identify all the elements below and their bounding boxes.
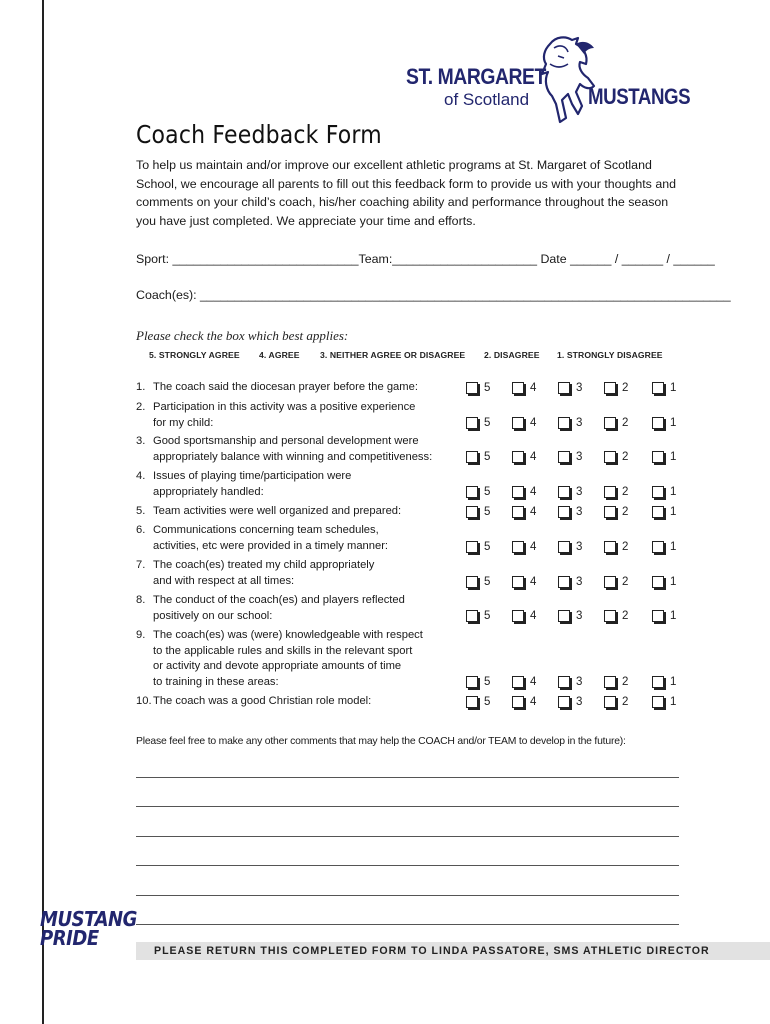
rating-option-label: 5 — [484, 506, 491, 518]
checkbox-4[interactable] — [512, 417, 524, 429]
rating-options-q3 — [466, 451, 686, 467]
question-2 — [136, 400, 466, 431]
checkbox-5[interactable] — [466, 506, 478, 518]
pride-line-2: PRIDE — [40, 926, 99, 950]
rating-option[interactable] — [512, 451, 536, 463]
rating-option-label: 1 — [670, 576, 677, 588]
logo-line-3: MUSTANGS — [588, 84, 691, 109]
rating-option[interactable] — [604, 696, 628, 708]
rating-option[interactable] — [512, 382, 536, 394]
rating-options-q6 — [466, 541, 686, 557]
question-6 — [136, 523, 466, 554]
checkbox-1[interactable] — [652, 451, 664, 463]
school-logo — [404, 34, 691, 124]
checkbox-3[interactable] — [558, 610, 570, 622]
question-text: The coach(es) was (were) knowledgeable with respect — [153, 629, 423, 641]
rating-option-label: 3 — [576, 382, 583, 394]
rating-options-q9 — [466, 676, 686, 692]
comments-label: Please feel free to make any other comments that may help the COACH and/or TEAM to develop in the future): — [136, 736, 626, 747]
checkbox-1[interactable] — [652, 382, 664, 394]
checkbox-2[interactable] — [604, 541, 616, 553]
question-text-cont: appropriately handled: — [153, 485, 264, 498]
rating-option[interactable] — [604, 506, 628, 518]
rating-option-label: 2 — [622, 576, 629, 588]
checkbox-5[interactable] — [466, 382, 478, 394]
checkbox-4[interactable] — [512, 610, 524, 622]
checkbox-3[interactable] — [558, 676, 570, 688]
rating-option-label: 3 — [576, 506, 583, 518]
rating-option[interactable] — [604, 417, 628, 429]
rating-option[interactable] — [604, 610, 628, 622]
rating-option-label: 4 — [530, 486, 537, 498]
rating-option-label: 5 — [484, 541, 491, 553]
question-number: 2. — [136, 401, 146, 413]
rating-option[interactable] — [604, 451, 628, 463]
question-text-cont: to training in these areas: — [153, 675, 279, 688]
instruction-text: Please check the box which best applies: — [136, 328, 349, 343]
question-text-cont: to the applicable rules and skills in the relevant sport — [153, 644, 413, 657]
rating-options-q1 — [466, 382, 686, 398]
question-number: 6. — [136, 524, 146, 536]
rating-option[interactable] — [466, 696, 490, 708]
question-number: 8. — [136, 594, 146, 606]
comment-line[interactable] — [136, 836, 679, 837]
rating-options-q4 — [466, 486, 686, 502]
left-margin-rule — [42, 0, 44, 1024]
checkbox-2[interactable] — [604, 417, 616, 429]
rating-option-label: 4 — [530, 696, 537, 708]
rating-option[interactable] — [652, 486, 676, 498]
checkbox-3[interactable] — [558, 486, 570, 498]
logo-line-1: ST. MARGARET — [406, 64, 546, 89]
rating-option-label: 1 — [670, 541, 677, 553]
checkbox-5[interactable] — [466, 610, 478, 622]
checkbox-5[interactable] — [466, 451, 478, 463]
checkbox-1[interactable] — [652, 576, 664, 588]
rating-option-label: 3 — [576, 541, 583, 553]
rating-option-label: 3 — [576, 486, 583, 498]
question-10 — [136, 694, 466, 710]
question-text: Issues of playing time/participation were — [153, 470, 352, 482]
question-text: Communications concerning team schedules, — [153, 524, 379, 536]
rating-option[interactable] — [652, 576, 676, 588]
rating-options-q7 — [466, 576, 686, 592]
intro-paragraph: To help us maintain and/or improve our excellent athletic programs at St. Margaret of Scotland School, we encourage all parents to fill out this feedback form to provide us with your thoughts and comments on your child’s coach, his/her coaching ability and performance throughout the season you have just completed. We appreciate your time and efforts. — [136, 158, 676, 228]
rating-option[interactable] — [652, 676, 676, 688]
question-1 — [136, 380, 466, 396]
checkbox-2[interactable] — [604, 382, 616, 394]
checkbox-1[interactable] — [652, 696, 664, 708]
rating-option[interactable] — [466, 576, 490, 588]
checkbox-4[interactable] — [512, 676, 524, 688]
rating-option-label: 4 — [530, 451, 537, 463]
checkbox-4[interactable] — [512, 382, 524, 394]
rating-option[interactable] — [466, 417, 490, 429]
rating-option-label: 2 — [622, 541, 629, 553]
checkbox-5[interactable] — [466, 696, 478, 708]
checkbox-3[interactable] — [558, 417, 570, 429]
checkbox-2[interactable] — [604, 506, 616, 518]
comment-line[interactable] — [136, 924, 679, 925]
checkbox-3[interactable] — [558, 451, 570, 463]
rating-option-label: 1 — [670, 506, 677, 518]
rating-option-label: 2 — [622, 382, 629, 394]
rating-option-label: 4 — [530, 610, 537, 622]
checkbox-4[interactable] — [512, 576, 524, 588]
scale-strongly-agree: 5. STRONGLY AGREE — [149, 350, 240, 360]
checkbox-4[interactable] — [512, 451, 524, 463]
rating-option[interactable] — [512, 486, 536, 498]
question-text: The conduct of the coach(es) and players reflected — [153, 594, 405, 606]
checkbox-2[interactable] — [604, 676, 616, 688]
rating-option[interactable] — [512, 506, 536, 518]
comment-line[interactable] — [136, 895, 679, 896]
question-text-cont: or activity and devote appropriate amounts of time — [153, 660, 402, 672]
rating-option[interactable] — [512, 696, 536, 708]
question-text-cont: positively on our school: — [153, 609, 273, 622]
rating-option-label: 5 — [484, 382, 491, 394]
checkbox-1[interactable] — [652, 486, 664, 498]
checkbox-4[interactable] — [512, 486, 524, 498]
checkbox-4[interactable] — [512, 696, 524, 708]
checkbox-3[interactable] — [558, 696, 570, 708]
rating-option[interactable] — [652, 506, 676, 518]
rating-option[interactable] — [558, 486, 582, 498]
rating-option-label: 3 — [576, 417, 583, 429]
scale-neither: 3. NEITHER AGREE OR DISAGREE — [320, 350, 466, 360]
rating-option-label: 5 — [484, 676, 491, 688]
rating-option-label: 1 — [670, 417, 677, 429]
rating-option-label: 3 — [576, 610, 583, 622]
question-text: The coach said the diocesan prayer before the game: — [153, 381, 418, 393]
sport-team-date-field[interactable]: Sport: ___________________________Team:_____________________ Date ______ / ______ / ______ — [136, 252, 715, 266]
comment-line[interactable] — [136, 806, 679, 807]
checkbox-1[interactable] — [652, 610, 664, 622]
rating-option[interactable] — [466, 506, 490, 518]
rating-option[interactable] — [466, 451, 490, 463]
question-text-cont: and with respect at all times: — [153, 574, 295, 587]
rating-option[interactable] — [466, 610, 490, 622]
rating-option[interactable] — [558, 382, 582, 394]
rating-option[interactable] — [466, 486, 490, 498]
rating-option[interactable] — [604, 541, 628, 553]
rating-option[interactable] — [512, 576, 536, 588]
question-7 — [136, 558, 466, 589]
rating-option-label: 3 — [576, 451, 583, 463]
checkbox-2[interactable] — [604, 696, 616, 708]
checkbox-1[interactable] — [652, 506, 664, 518]
rating-option-label: 3 — [576, 576, 583, 588]
rating-option-label: 5 — [484, 486, 491, 498]
rating-option[interactable] — [558, 676, 582, 688]
question-number: 3. — [136, 435, 146, 447]
rating-option[interactable] — [466, 382, 490, 394]
question-3 — [136, 434, 466, 465]
rating-option[interactable] — [558, 541, 582, 553]
checkbox-3[interactable] — [558, 506, 570, 518]
question-text: The coach(es) treated my child appropriately — [153, 559, 375, 571]
rating-option[interactable] — [558, 610, 582, 622]
rating-option-label: 2 — [622, 486, 629, 498]
rating-option[interactable] — [604, 382, 628, 394]
question-number: 5. — [136, 505, 146, 517]
question-text: Good sportsmanship and personal development were — [153, 435, 419, 447]
rating-option[interactable] — [652, 451, 676, 463]
rating-option[interactable] — [652, 541, 676, 553]
checkbox-5[interactable] — [466, 417, 478, 429]
rating-options-q10 — [466, 696, 686, 712]
checkbox-1[interactable] — [652, 541, 664, 553]
rating-option-label: 5 — [484, 576, 491, 588]
checkbox-2[interactable] — [604, 610, 616, 622]
checkbox-2[interactable] — [604, 451, 616, 463]
comment-line[interactable] — [136, 777, 679, 778]
rating-option-label: 5 — [484, 417, 491, 429]
question-number: 10. — [136, 695, 152, 707]
rating-option-label: 4 — [530, 382, 537, 394]
rating-options-q5 — [466, 506, 686, 522]
rating-option-label: 1 — [670, 676, 677, 688]
rating-option[interactable] — [466, 676, 490, 688]
question-text: The coach was a good Christian role model: — [153, 695, 372, 707]
footer-text: PLEASE RETURN THIS COMPLETED FORM TO LINDA PASSATORE, SMS ATHLETIC DIRECTOR — [154, 945, 710, 957]
rating-option[interactable] — [652, 417, 676, 429]
rating-option-label: 5 — [484, 610, 491, 622]
question-number: 4. — [136, 470, 146, 482]
rating-option-label: 4 — [530, 676, 537, 688]
comment-line[interactable] — [136, 865, 679, 866]
rating-option-label: 4 — [530, 417, 537, 429]
checkbox-5[interactable] — [466, 576, 478, 588]
rating-option-label: 1 — [670, 486, 677, 498]
scale-strongly-disagree: 1. STRONGLY DISAGREE — [557, 350, 663, 360]
question-5 — [136, 504, 466, 520]
rating-option-label: 2 — [622, 506, 629, 518]
rating-option[interactable] — [466, 541, 490, 553]
rating-option-label: 2 — [622, 417, 629, 429]
checkbox-3[interactable] — [558, 382, 570, 394]
checkbox-1[interactable] — [652, 417, 664, 429]
pride-line-1: MUSTANG — [40, 907, 138, 931]
checkbox-2[interactable] — [604, 486, 616, 498]
rating-option-label: 1 — [670, 382, 677, 394]
logo-line-2: of Scotland — [444, 90, 530, 109]
scale-agree: 4. AGREE — [259, 350, 300, 360]
question-number: 9. — [136, 629, 146, 641]
checkbox-5[interactable] — [466, 676, 478, 688]
rating-option-label: 5 — [484, 451, 491, 463]
rating-option-label: 2 — [622, 676, 629, 688]
rating-option-label: 4 — [530, 576, 537, 588]
checkbox-4[interactable] — [512, 506, 524, 518]
rating-option[interactable] — [558, 417, 582, 429]
question-text-cont: for my child: — [153, 416, 214, 429]
footer-banner — [136, 942, 770, 960]
question-8 — [136, 593, 466, 624]
rating-option[interactable] — [512, 417, 536, 429]
checkbox-1[interactable] — [652, 676, 664, 688]
question-4 — [136, 469, 466, 500]
rating-option[interactable] — [558, 576, 582, 588]
checkbox-2[interactable] — [604, 576, 616, 588]
rating-option[interactable] — [652, 610, 676, 622]
checkbox-5[interactable] — [466, 541, 478, 553]
rating-option-label: 1 — [670, 696, 677, 708]
question-text: Team activities were well organized and prepared: — [153, 505, 402, 517]
rating-option-label: 1 — [670, 451, 677, 463]
rating-option[interactable] — [652, 382, 676, 394]
question-text: Participation in this activity was a positive experience — [153, 401, 416, 413]
rating-option[interactable] — [604, 576, 628, 588]
rating-option[interactable] — [512, 676, 536, 688]
rating-option-label: 2 — [622, 451, 629, 463]
question-text-cont: activities, etc were provided in a timely manner: — [153, 539, 389, 552]
rating-option-label: 3 — [576, 696, 583, 708]
checkbox-4[interactable] — [512, 541, 524, 553]
question-text-cont: appropriately balance with winning and competitiveness: — [153, 450, 433, 463]
rating-option[interactable] — [558, 506, 582, 518]
scale-disagree: 2. DISAGREE — [484, 350, 540, 360]
rating-option[interactable] — [604, 486, 628, 498]
rating-options-q8 — [466, 610, 686, 626]
checkbox-3[interactable] — [558, 541, 570, 553]
rating-option-label: 5 — [484, 696, 491, 708]
mustang-pride-logo — [40, 907, 138, 950]
checkbox-5[interactable] — [466, 486, 478, 498]
checkbox-3[interactable] — [558, 576, 570, 588]
rating-option-label: 2 — [622, 610, 629, 622]
rating-option[interactable] — [604, 676, 628, 688]
rating-option-label: 4 — [530, 506, 537, 518]
rating-option-label: 3 — [576, 676, 583, 688]
rating-option[interactable] — [558, 696, 582, 708]
rating-option[interactable] — [512, 610, 536, 622]
question-number: 1. — [136, 381, 146, 393]
rating-option-label: 4 — [530, 541, 537, 553]
rating-option-label: 2 — [622, 696, 629, 708]
rating-option[interactable] — [558, 451, 582, 463]
rating-option-label: 1 — [670, 610, 677, 622]
question-number: 7. — [136, 559, 146, 571]
question-9 — [136, 628, 466, 690]
rating-option[interactable] — [652, 696, 676, 708]
rating-option[interactable] — [512, 541, 536, 553]
page-title: Coach Feedback Form — [136, 120, 382, 149]
rating-options-q2 — [466, 417, 686, 433]
coaches-field[interactable]: Coach(es): _____________________________________________________________________________ — [136, 288, 731, 302]
